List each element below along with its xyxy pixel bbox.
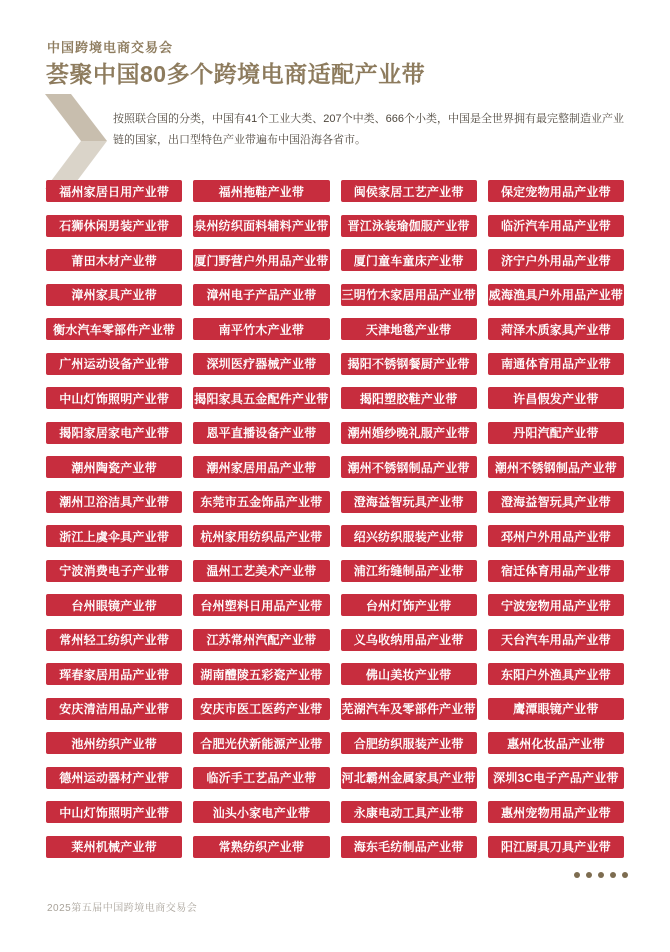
- industry-belt-button: 台州塑料日用品产业带: [193, 594, 329, 616]
- industry-belt-button: 深圳医疗器械产业带: [193, 353, 329, 375]
- industry-belt-button: 漳州电子产品产业带: [193, 284, 329, 306]
- industry-belt-button: 闽侯家居工艺产业带: [341, 180, 477, 202]
- industry-belt-button: 广州运动设备产业带: [46, 353, 182, 375]
- industry-belt-button: 汕头小家电产业带: [193, 801, 329, 823]
- industry-belt-button: 莱州机械产业带: [46, 836, 182, 858]
- industry-belt-button: 浙江上虞伞具产业带: [46, 525, 182, 547]
- industry-belt-button: 天台汽车用品产业带: [488, 629, 624, 651]
- pager-dot: [586, 872, 592, 878]
- event-kicker: 中国跨境电商交易会: [47, 40, 174, 55]
- industry-belt-button: 保定宠物用品产业带: [488, 180, 624, 202]
- industry-belt-button: 莆田木材产业带: [46, 249, 182, 271]
- industry-belt-button: 珲春家居用品产业带: [46, 663, 182, 685]
- industry-belt-button: 潮州不锈钢制品产业带: [488, 456, 624, 478]
- industry-belt-button: 临沂汽车用品产业带: [488, 215, 624, 237]
- industry-belt-button: 漳州家具产业带: [46, 284, 182, 306]
- industry-belt-button: 潮州不锈钢制品产业带: [341, 456, 477, 478]
- industry-belt-button: 济宁户外用品产业带: [488, 249, 624, 271]
- industry-belt-button: 恩平直播设备产业带: [193, 422, 329, 444]
- industry-belt-button: 深圳3C电子产品产业带: [488, 767, 624, 789]
- industry-belt-button: 德州运动器材产业带: [46, 767, 182, 789]
- pager-dot: [598, 872, 604, 878]
- industry-belt-button: 厦门童车童床产业带: [341, 249, 477, 271]
- industry-belt-button: 揭阳家居家电产业带: [46, 422, 182, 444]
- industry-belt-button: 合肥纺织服装产业带: [341, 732, 477, 754]
- industry-belt-button: 晋江泳装瑜伽服产业带: [341, 215, 477, 237]
- industry-belt-button: 菏泽木质家具产业带: [488, 318, 624, 340]
- industry-belt-button: 鹰潭眼镜产业带: [488, 698, 624, 720]
- industry-belt-button: 永康电动工具产业带: [341, 801, 477, 823]
- industry-belt-button: 中山灯饰照明产业带: [46, 801, 182, 823]
- industry-belt-button: 厦门野营户外用品产业带: [193, 249, 329, 271]
- industry-belt-button: 东阳户外渔具产业带: [488, 663, 624, 685]
- industry-belt-button: 临沂手工艺品产业带: [193, 767, 329, 789]
- industry-belt-button: 温州工艺美术产业带: [193, 560, 329, 582]
- industry-belt-button: 潮州婚纱晚礼服产业带: [341, 422, 477, 444]
- industry-belt-button: 威海渔具户外用品产业带: [488, 284, 624, 306]
- industry-belt-button: 常州轻工纺织产业带: [46, 629, 182, 651]
- intro-paragraph: [113, 109, 637, 151]
- industry-belt-button: 惠州宠物用品产业带: [488, 801, 624, 823]
- industry-belt-button: 浦江绗缝制品产业带: [341, 560, 477, 582]
- intro-paragraph-line-2: 链的国家，出口型特色产业带遍布中国沿海各省市。: [113, 134, 366, 146]
- chevron-right-icon: [45, 94, 107, 189]
- industry-belt-button: 石狮休闲男装产业带: [46, 215, 182, 237]
- footer-caption: 2025第五届中国跨境电商交易会: [47, 903, 198, 914]
- industry-belt-button: 安庆清洁用品产业带: [46, 698, 182, 720]
- industry-belt-button: 台州灯饰产业带: [341, 594, 477, 616]
- industry-belt-button: 河北霸州金属家具产业带: [341, 767, 477, 789]
- industry-belt-button: 常熟纺织产业带: [193, 836, 329, 858]
- page-title: 荟聚中国80多个跨境电商适配产业带: [46, 61, 426, 87]
- industry-belt-button: 安庆市医工医药产业带: [193, 698, 329, 720]
- industry-belt-button: 阳江厨具刀具产业带: [488, 836, 624, 858]
- industry-belt-button: 芜湖汽车及零部件产业带: [341, 698, 477, 720]
- industry-belt-button: 泉州纺织面料辅料产业带: [193, 215, 329, 237]
- industry-belt-button: 佛山美妆产业带: [341, 663, 477, 685]
- industry-belt-button: 揭阳塑胶鞋产业带: [341, 387, 477, 409]
- industry-belt-button: 衡水汽车零部件产业带: [46, 318, 182, 340]
- industry-belt-button: 南通体育用品产业带: [488, 353, 624, 375]
- industry-belt-button: 丹阳汽配产业带: [488, 422, 624, 444]
- industry-belt-button: 中山灯饰照明产业带: [46, 387, 182, 409]
- industry-belt-button: 绍兴纺织服装产业带: [341, 525, 477, 547]
- industry-belt-button: 海东毛纺制品产业带: [341, 836, 477, 858]
- industry-belt-button: 南平竹木产业带: [193, 318, 329, 340]
- pager-dot: [622, 872, 628, 878]
- industry-belt-button: 澄海益智玩具产业带: [488, 491, 624, 513]
- pager-dot: [574, 872, 580, 878]
- industry-belt-button: 东莞市五金饰品产业带: [193, 491, 329, 513]
- industry-belt-button: 许昌假发产业带: [488, 387, 624, 409]
- industry-belt-button: 台州眼镜产业带: [46, 594, 182, 616]
- industry-belt-button: 揭阳不锈钢餐厨产业带: [341, 353, 477, 375]
- industry-belt-button: 宁波消费电子产业带: [46, 560, 182, 582]
- industry-belt-button: 湖南醴陵五彩瓷产业带: [193, 663, 329, 685]
- industry-belt-button: 福州拖鞋产业带: [193, 180, 329, 202]
- industry-belt-button: 义乌收纳用品产业带: [341, 629, 477, 651]
- industry-belt-button: 天津地毯产业带: [341, 318, 477, 340]
- industry-belt-button: 池州纺织产业带: [46, 732, 182, 754]
- pager-dots: [574, 872, 628, 878]
- industry-belt-button: 潮州家居用品产业带: [193, 456, 329, 478]
- industry-belt-button: 三明竹木家居用品产业带: [341, 284, 477, 306]
- industry-belt-button: 揭阳家具五金配件产业带: [193, 387, 329, 409]
- chevron-upper-arm: [45, 94, 107, 141]
- industry-belt-button: 惠州化妆品产业带: [488, 732, 624, 754]
- industry-belt-button: 宿迁体育用品产业带: [488, 560, 624, 582]
- industry-belt-button: 澄海益智玩具产业带: [341, 491, 477, 513]
- industry-belt-button: 邳州户外用品产业带: [488, 525, 624, 547]
- industry-belt-button: 杭州家用纺织品产业带: [193, 525, 329, 547]
- industry-belt-button: 潮州陶瓷产业带: [46, 456, 182, 478]
- intro-paragraph-line-1: 按照联合国的分类，中国有41个工业大类、207个中类、666个小类，中国是全世界拥有最完整制造业产业: [113, 113, 624, 125]
- industry-belt-button: 合肥光伏新能源产业带: [193, 732, 329, 754]
- pager-dot: [610, 872, 616, 878]
- industry-belt-button: 宁波宠物用品产业带: [488, 594, 624, 616]
- industry-belt-button: 潮州卫浴洁具产业带: [46, 491, 182, 513]
- industry-belt-button: 江苏常州汽配产业带: [193, 629, 329, 651]
- industry-belt-grid: [46, 180, 624, 858]
- industry-belt-button: 福州家居日用产业带: [46, 180, 182, 202]
